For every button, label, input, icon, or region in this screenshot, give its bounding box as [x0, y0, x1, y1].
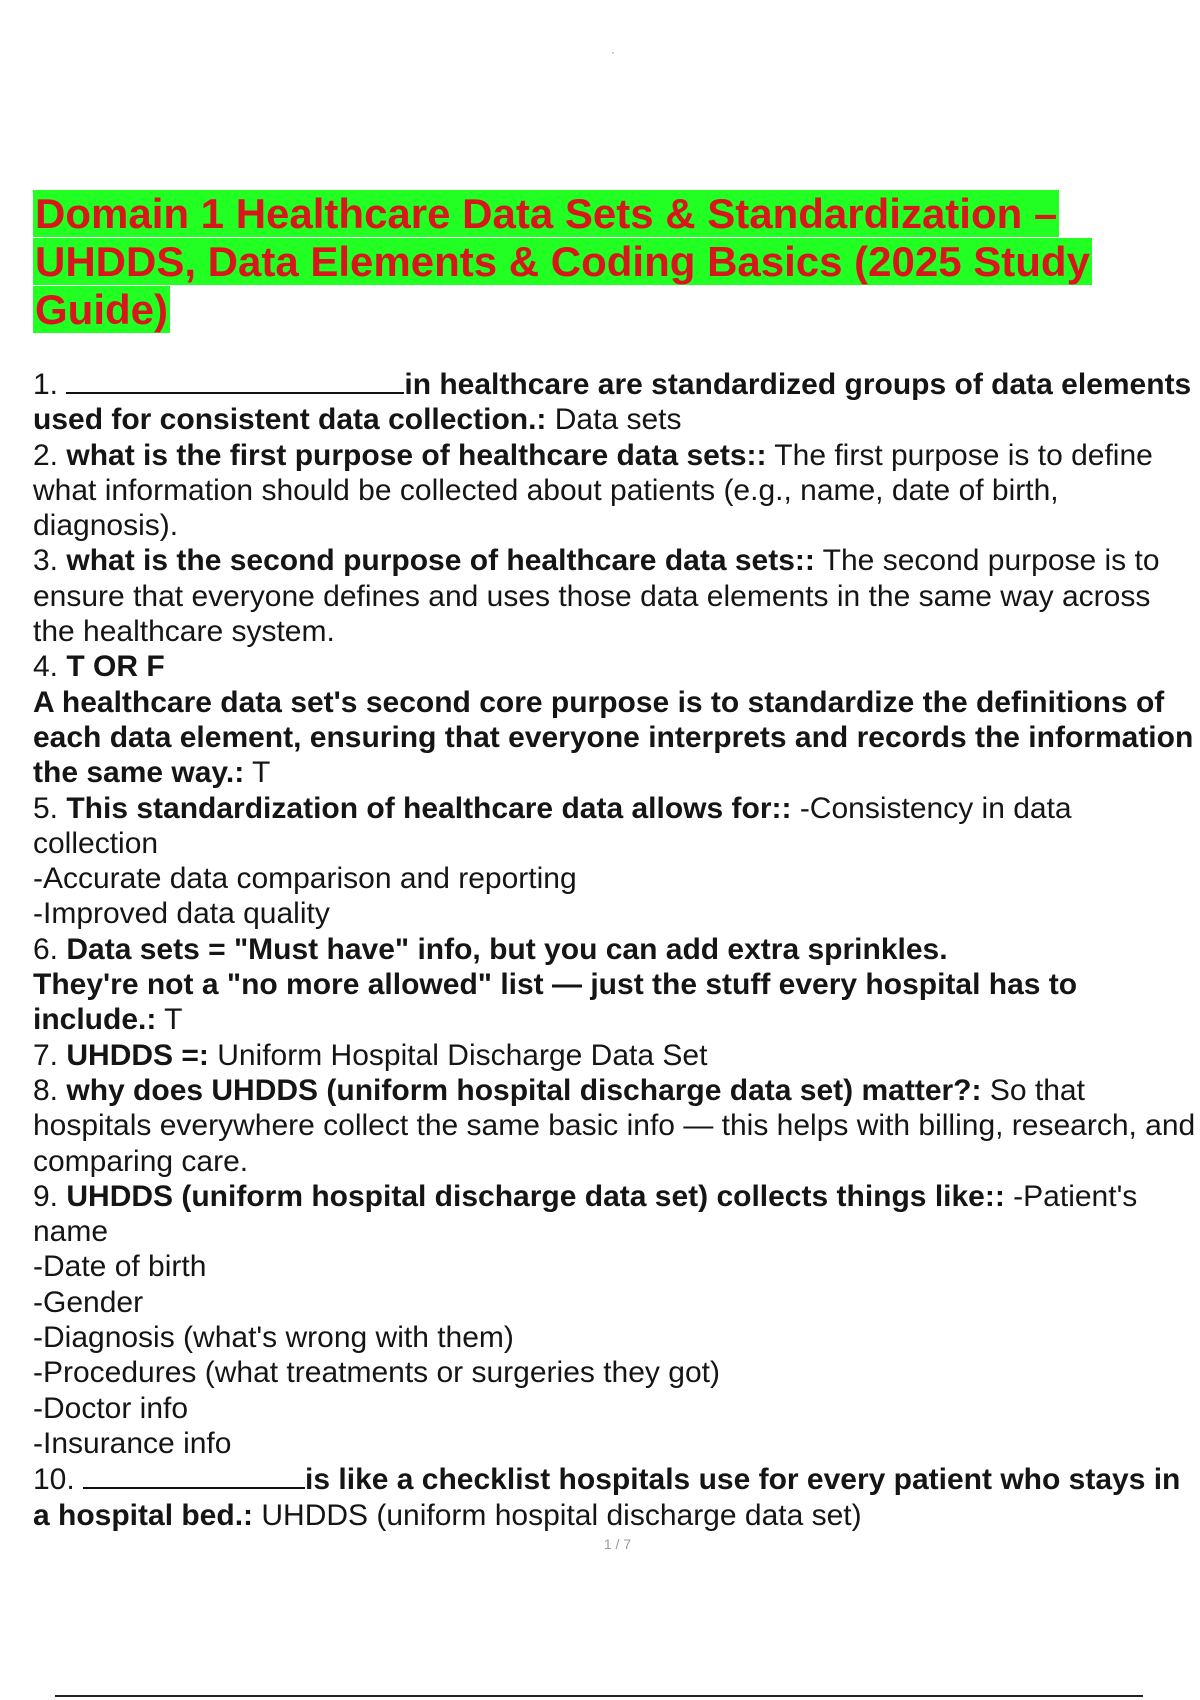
item-question-line-1: Data sets = "Must have" info, but you can add extra sprinkles.: [66, 932, 948, 966]
answer-line: -Improved data quality: [33, 897, 330, 931]
list-item-4: [33, 649, 1198, 790]
item-question-line-2: They're not a "no more allowed" list — just the stuff every hospital has to include.:: [33, 968, 1078, 1037]
answer-line: -Doctor info: [33, 1391, 189, 1425]
item-question: This standardization of healthcare data allows for::: [66, 791, 792, 825]
list-item-7: [33, 1038, 1198, 1073]
item-number: 9.: [33, 1179, 67, 1213]
list-item-6: [33, 932, 1198, 1038]
item-answer: Data sets: [546, 403, 682, 437]
flashcard-list: [33, 366, 1198, 1533]
answer-line: -Date of birth: [33, 1250, 207, 1284]
item-question: what is the second purpose of healthcare data sets::: [66, 544, 815, 578]
list-item-3: [33, 543, 1198, 649]
item-question-line-1: T OR F: [66, 650, 165, 684]
footer-divider: [55, 1695, 1143, 1697]
scan-mark: [612, 52, 614, 54]
item-number: 3.: [33, 544, 67, 578]
answer-line: -Diagnosis (what's wrong with them): [33, 1321, 514, 1355]
item-number: 6.: [33, 932, 67, 966]
item-number: 5.: [33, 791, 67, 825]
item-number: 10.: [33, 1463, 84, 1497]
item-question: is like a checklist hospitals use for every patient who stays in a hospital bed.:: [33, 1463, 1181, 1532]
item-number: 2.: [33, 438, 67, 472]
item-answer: So that hospitals everywhere collect the same basic info — this helps with billing, research, and comparing care.: [33, 1073, 1196, 1178]
item-question: UHDDS (uniform hospital discharge data set) collects things like::: [66, 1179, 1005, 1213]
answer-line: -Procedures (what treatments or surgeries they got): [33, 1356, 720, 1390]
item-number: 7.: [33, 1038, 67, 1072]
list-item-10: [33, 1461, 1198, 1533]
title-line-2: UHDDS, Data Elements & Coding Basics (2025 Study: [35, 238, 1090, 285]
document-title: [33, 190, 1133, 334]
item-question: UHDDS =:: [66, 1038, 209, 1072]
item-answer: The second purpose is to ensure that everyone defines and uses those data elements in the same way across the healthcare system.: [33, 544, 1160, 649]
answer-line: -Accurate data comparison and reporting: [33, 862, 577, 896]
answer-line: -Gender: [33, 1285, 144, 1319]
list-item-5: [33, 791, 1198, 932]
list-item-9: [33, 1179, 1198, 1461]
item-answer: The first purpose is to define what information should be collected about patients (e.g., name, date of birth, diagnosis).: [33, 438, 1153, 543]
item-answer: -Consistency in data collection: [33, 791, 1072, 860]
item-question: what is the first purpose of healthcare data sets::: [66, 438, 767, 472]
answer-line: -Insurance info: [33, 1426, 232, 1460]
list-item-8: [33, 1073, 1198, 1179]
item-number: 4.: [33, 650, 67, 684]
item-number: 1.: [33, 368, 67, 401]
item-question-line-2: A healthcare data set's second core purpose is to standardize the definitions of each data element, ensuring that everyone interprets and records the information the same way.:: [33, 685, 1194, 790]
item-answer: T: [156, 1003, 183, 1037]
list-item-1: [33, 366, 1198, 438]
title-line-3: Guide): [35, 286, 168, 333]
page-number: 1 / 7: [603, 1536, 632, 1552]
item-answer: Uniform Hospital Discharge Data Set: [208, 1038, 708, 1072]
fill-in-blank: [83, 1461, 305, 1489]
list-item-2: [33, 438, 1198, 544]
item-answer: T: [244, 756, 271, 790]
item-number: 8.: [33, 1073, 67, 1107]
item-answer: -Patient's name: [33, 1179, 1138, 1249]
item-answer: UHDDS (uniform hospital discharge data set): [253, 1498, 862, 1532]
item-question: in healthcare are standardized groups of data elements used for consistent data collection.:: [33, 368, 1192, 437]
title-line-1: Domain 1 Healthcare Data Sets & Standardization –: [35, 190, 1058, 237]
item-question: why does UHDDS (uniform hospital discharge data set) matter?:: [66, 1073, 982, 1107]
fill-in-blank: [66, 366, 404, 394]
